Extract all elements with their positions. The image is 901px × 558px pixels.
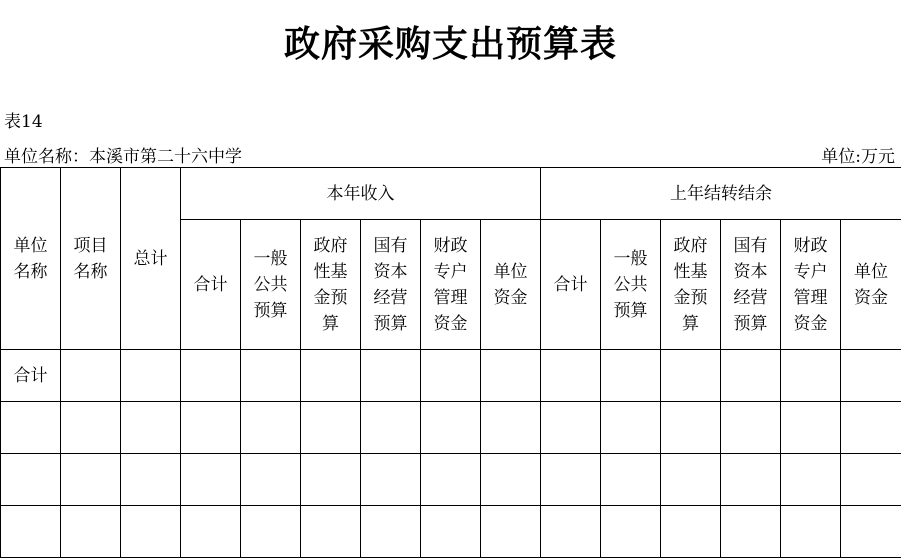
table-cell xyxy=(841,402,901,454)
table-cell xyxy=(121,454,181,506)
header-unit-name: 单位 名称 xyxy=(1,168,61,350)
table-cell xyxy=(61,454,121,506)
table-cell xyxy=(361,350,421,402)
header-group-current-year: 本年收入 xyxy=(181,168,541,220)
table-cell xyxy=(841,350,901,402)
header-group-carryover: 上年结转结余 xyxy=(541,168,901,220)
row-label: 合计 xyxy=(1,350,61,402)
table-cell xyxy=(601,350,661,402)
table-cell xyxy=(121,350,181,402)
page-title: 政府采购支出预算表 xyxy=(283,23,617,65)
table-cell xyxy=(301,506,361,558)
header-current-unit-funds: 单位 资金 xyxy=(481,220,541,350)
unit-label: 单位:万元 xyxy=(821,147,895,167)
table-cell xyxy=(481,350,541,402)
header-carryover-government-fund-budget: 政府 性基 金预 算 xyxy=(661,220,721,350)
table-cell xyxy=(661,454,721,506)
header-current-subtotal: 合计 xyxy=(181,220,241,350)
table-cell xyxy=(721,454,781,506)
row-label xyxy=(1,506,61,558)
table-cell xyxy=(601,402,661,454)
table-cell xyxy=(781,402,841,454)
header-carryover-subtotal: 合计 xyxy=(541,220,601,350)
table-cell xyxy=(481,454,541,506)
table-cell xyxy=(241,506,301,558)
table-cell xyxy=(361,454,421,506)
table-cell xyxy=(241,402,301,454)
table-cell xyxy=(421,350,481,402)
table-cell xyxy=(301,350,361,402)
table-row xyxy=(1,350,901,402)
table-cell xyxy=(121,506,181,558)
header-carryover-fiscal-special-account: 财政 专户 管理 资金 xyxy=(781,220,841,350)
table-cell xyxy=(181,350,241,402)
table-number: 表14 xyxy=(4,112,43,132)
table-cell xyxy=(181,402,241,454)
table-cell xyxy=(181,506,241,558)
header-carryover-general-public-budget: 一般 公共 预算 xyxy=(601,220,661,350)
table-cell xyxy=(301,454,361,506)
table-cell xyxy=(661,506,721,558)
header-carryover-unit-funds: 单位 资金 xyxy=(841,220,901,350)
table-cell xyxy=(61,506,121,558)
row-label xyxy=(1,454,61,506)
unit-name-label: 单位名称：本溪市第二十六中学 xyxy=(4,147,242,167)
header-row-groups xyxy=(1,168,901,220)
table-cell xyxy=(361,402,421,454)
table-cell xyxy=(541,402,601,454)
table-cell xyxy=(121,402,181,454)
table-cell xyxy=(601,506,661,558)
table-cell xyxy=(541,350,601,402)
table-cell xyxy=(721,402,781,454)
header-current-fiscal-special-account: 财政 专户 管理 资金 xyxy=(421,220,481,350)
table-cell xyxy=(781,350,841,402)
table-row xyxy=(1,506,901,558)
table-row xyxy=(1,402,901,454)
table-cell xyxy=(301,402,361,454)
table-row xyxy=(1,454,901,506)
table-cell xyxy=(61,350,121,402)
header-current-general-public-budget: 一般 公共 预算 xyxy=(241,220,301,350)
budget-table xyxy=(0,167,901,558)
table-cell xyxy=(841,454,901,506)
table-cell xyxy=(721,350,781,402)
header-project-name: 项目 名称 xyxy=(61,168,121,350)
table-cell xyxy=(481,506,541,558)
table-cell xyxy=(781,454,841,506)
table-cell xyxy=(841,506,901,558)
header-total: 总计 xyxy=(121,168,181,350)
row-label xyxy=(1,402,61,454)
table-cell xyxy=(241,350,301,402)
header-current-state-capital-budget: 国有 资本 经营 预算 xyxy=(361,220,421,350)
table-cell xyxy=(421,454,481,506)
table-cell xyxy=(661,350,721,402)
table-cell xyxy=(241,454,301,506)
table-cell xyxy=(361,506,421,558)
table-cell xyxy=(481,402,541,454)
table-cell xyxy=(721,506,781,558)
table-cell xyxy=(181,454,241,506)
table-cell xyxy=(781,506,841,558)
table-cell xyxy=(541,506,601,558)
table-body xyxy=(1,350,901,558)
header-current-government-fund-budget: 政府 性基 金预 算 xyxy=(301,220,361,350)
header-carryover-state-capital-budget: 国有 资本 经营 预算 xyxy=(721,220,781,350)
table-cell xyxy=(421,402,481,454)
table-cell xyxy=(661,402,721,454)
table-cell xyxy=(61,402,121,454)
table-cell xyxy=(601,454,661,506)
table-cell xyxy=(421,506,481,558)
table-cell xyxy=(541,454,601,506)
